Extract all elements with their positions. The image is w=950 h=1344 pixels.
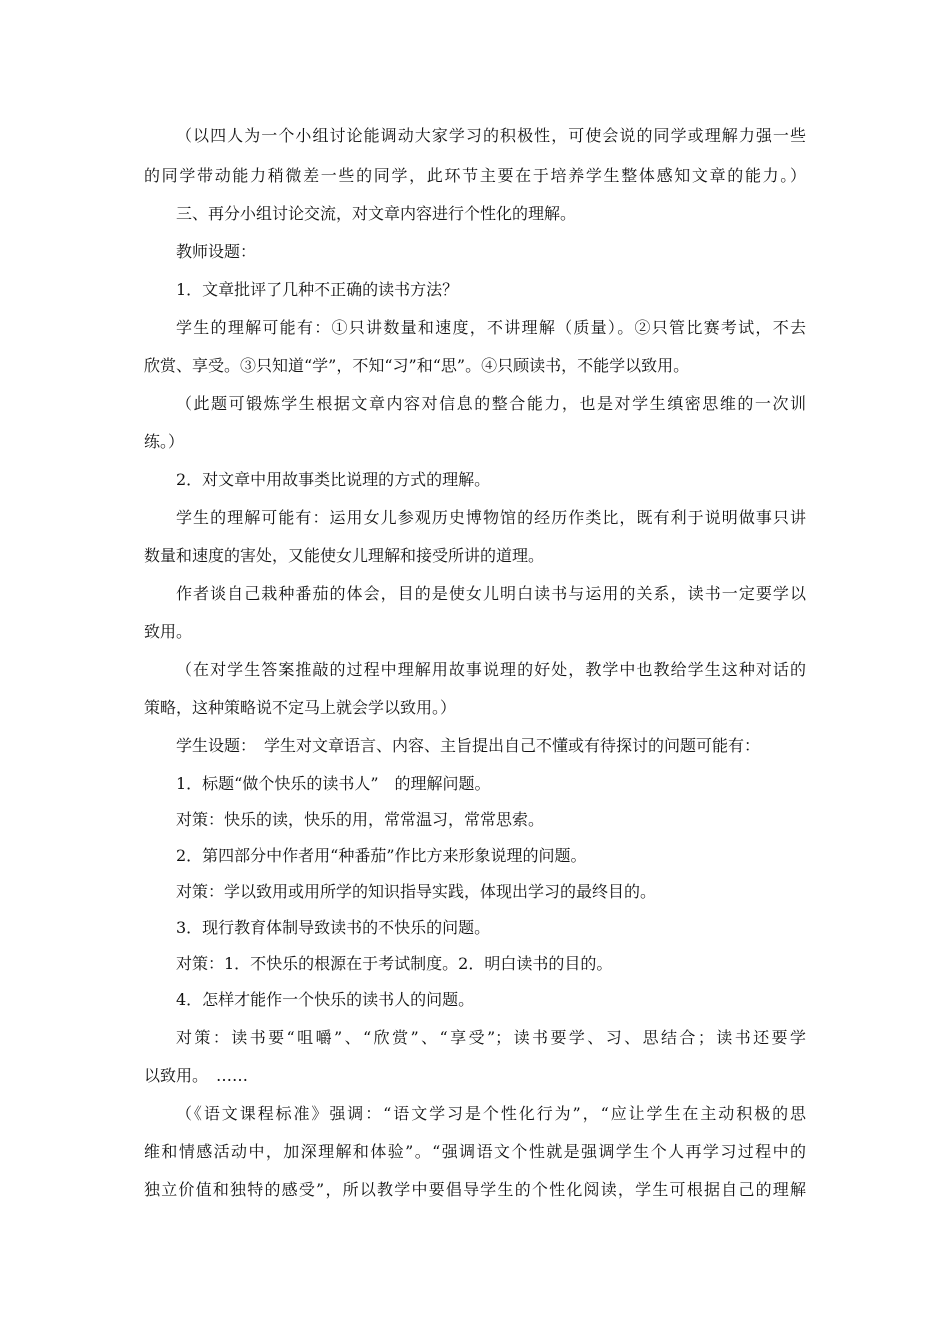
question-item: 4．怎样才能作一个快乐的读书人的问题。	[176, 990, 475, 1009]
paragraph-line: 以致用。 ……	[144, 1066, 249, 1085]
paragraph-line: 欣赏、享受。③只知道“学”，不知“习”和“思”。④只顾读书，不能学以致用。	[144, 356, 690, 375]
paragraph-line: （此题可锻炼学生根据文章内容对信息的整合能力，也是对学生缜密思维的一次训	[176, 394, 806, 413]
paragraph-line: （在对学生答案推敲的过程中理解用故事说理的好处，教学中也教给学生这种对话的	[176, 660, 806, 679]
paragraph-line: 维和情感活动中，加深理解和体验”。“强调语文个性就是强调学生个人再学习过程中的	[144, 1142, 806, 1161]
paragraph-line: （《语文课程标准》强调：“语文学习是个性化行为”，“应让学生在主动积极的思	[176, 1104, 806, 1123]
paragraph-line: 独立价值和独特的感受”，所以教学中要倡导学生的个性化阅读，学生可根据自己的理解	[144, 1180, 806, 1199]
strategy-item: 对策：学以致用或用所学的知识指导实践，体现出学习的最终目的。	[176, 882, 657, 901]
strategy-item: 对策：读书要“咀嚼”、“欣赏”、“享受”；读书要学、习、思结合；读书还要学	[176, 1028, 806, 1047]
paragraph-line: 数量和速度的害处，又能使女儿理解和接受所讲的道理。	[144, 546, 545, 565]
question-item: 2．第四部分中作者用“种番茄”作比方来形象说理的问题。	[176, 846, 587, 865]
subheading: 教师设题：	[176, 242, 257, 261]
question-item: 3．现行教育体制导致读书的不快乐的问题。	[176, 918, 491, 937]
question-item: 1．标题“做个快乐的读书人” 的理解问题。	[176, 774, 491, 793]
section-heading: 三、再分小组讨论交流，对文章内容进行个性化的理解。	[176, 204, 577, 223]
paragraph-line: 作者谈自己栽种番茄的体会，目的是使女儿明白读书与运用的关系，读书一定要学以	[176, 584, 806, 603]
paragraph-line: 致用。	[144, 622, 193, 641]
paragraph-line: （以四人为一个小组讨论能调动大家学习的积极性，可使会说的同学或理解力强一些	[176, 126, 806, 145]
paragraph-line: 的同学带动能力稍微差一些的同学，此环节主要在于培养学生整体感知文章的能力。）	[144, 166, 806, 185]
question-item: 1．文章批评了几种不正确的读书方法？	[176, 280, 459, 299]
paragraph-line: 策略，这种策略说不定马上就会学以致用。）	[144, 698, 457, 717]
question-item: 2．对文章中用故事类比说理的方式的理解。	[176, 470, 491, 489]
paragraph-line: 学生的理解可能有：运用女儿参观历史博物馆的经历作类比，既有利于说明做事只讲	[176, 508, 806, 527]
strategy-item: 对策：快乐的读，快乐的用，常常温习，常常思索。	[176, 810, 545, 829]
strategy-item: 对策：1．不快乐的根源在于考试制度。2．明白读书的目的。	[176, 954, 613, 973]
paragraph-line: 学生的理解可能有：①只讲数量和速度，不讲理解（质量）。②只管比赛考试，不去	[176, 318, 806, 337]
paragraph-line: 练。）	[144, 432, 185, 451]
subheading: 学生设题： 学生对文章语言、内容、主旨提出自己不懂或有待探讨的问题可能有：	[176, 736, 761, 755]
